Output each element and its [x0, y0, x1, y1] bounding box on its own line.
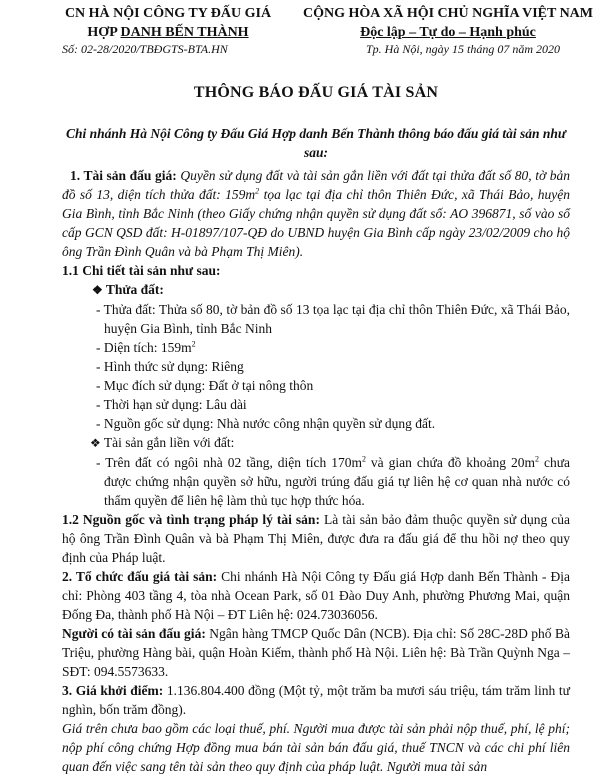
organization-name-line2: [64, 23, 272, 42]
land-heading: [62, 280, 570, 300]
section-1-2: [62, 510, 570, 567]
attached-text-a: - Trên đất có ngôi nhà 02 tầng, diện tích 170m: [96, 455, 362, 470]
attached-heading: [62, 433, 570, 453]
land-area-sup: 2: [191, 339, 196, 349]
organization-block: [64, 4, 272, 42]
attached-text-b: và gian chứa đồ khoảng 20m: [365, 455, 535, 470]
price-note: Giá trên chưa bao gồm các loại thuế, phí. Người mua được tài sản phải nộp thuế, phí, lệ phí; nộp phí công chứng Hợp đồng mua bán tài sản bán đấu giá, thuế TNCN và các chi phí liên quan đến việc sang tên tài sản theo quy định của pháp luật. Người mua tài sản: [62, 721, 570, 774]
document-title: THÔNG BÁO ĐẤU GIÁ TÀI SẢN: [193, 84, 439, 101]
land-item: - Thời hạn sử dụng: Lâu dài: [96, 397, 247, 412]
document-header: [62, 0, 593, 68]
asset-owner-text: Ngân hàng TMCP Quốc Dân (NCB). Địa chỉ: Số 28C-28D phố Bà Triệu, phường Hàng bài, quận Hoàn Kiếm, thành phố Hà Nội. Liên hệ: Bà Trần Quỳnh Nga – SĐT: 094.5573633.: [62, 626, 570, 679]
land-area-item: [62, 338, 570, 357]
section-2-label: 2. Tổ chức đấu giá tài sản:: [62, 569, 222, 584]
land-area-text: - Diện tích: 159m: [96, 340, 192, 355]
section-2-text: Chi nhánh Hà Nội Công ty Đấu giá Hợp danh Bến Thành - Địa chỉ: Phòng 403 tầng 4, tòa nhà Ocean Park, số 01 Đào Duy Anh, phường Phương Mai, quận Đống Đa, thành phố Hà Nội – ĐT Liên hệ: 024.73036056.: [62, 569, 571, 622]
issue-date: Tp. Hà Nội, ngày 15 tháng 07 năm 2020: [366, 42, 561, 56]
land-item: - Hình thức sử dụng: Riêng: [96, 359, 244, 374]
section-1-2-text: Là tài sản bảo đảm thuộc quyền sử dụng của hộ ông Trần Đình Quân và bà Phạm Thị Miên, được đưa ra đấu giá để thu hồi nợ theo quy định của Pháp luật.: [62, 512, 570, 565]
land-item: - Thửa đất: Thửa số 80, tờ bản đồ số 13 tọa lạc tại địa chỉ thôn Thiên Đức, xã Thái Bảo, huyện Gia Bình, tỉnh Bắc Ninh: [96, 302, 570, 336]
reference-number: Số: 02-28/2020/TBĐGTS-BTA.HN: [62, 42, 228, 56]
section-3-label: 3. Giá khởi điểm:: [62, 683, 167, 698]
nation-name: CỘNG HÒA XÃ HỘI CHỦ NGHĨA VIỆT NAM: [302, 6, 593, 21]
attached-item: [62, 453, 570, 510]
diamond-bullet-icon: ❖: [92, 283, 103, 297]
section-1-2-label: 1.2 Nguồn gốc và tình trạng pháp lý tài sản:: [62, 512, 324, 527]
nation-motto: Độc lập – Tự do – Hạnh phúc: [360, 25, 536, 40]
section-1-label: 1. Tài sản đấu giá:: [70, 168, 181, 183]
attached-sup-2: 2: [535, 454, 539, 464]
intro-paragraph: Chi nhánh Hà Nội Công ty Đấu Giá Hợp danh Bến Thành thông báo đấu giá tài sản như sau:: [66, 126, 566, 160]
section-1-text-a: Quyền sử dụng đất và tài sản gắn liền với đất tại thửa đất số 80, tờ bản đồ số 13, diện tích thửa đất: 159m: [62, 168, 570, 202]
asset-owner-label: Người có tài sản đấu giá:: [62, 626, 210, 641]
national-motto-block: [298, 4, 598, 42]
section-1-sup: 2: [255, 186, 260, 196]
section-1-asset: [62, 166, 570, 261]
land-item: - Mục đích sử dụng: Đất ở tại nông thôn: [96, 378, 314, 393]
attached-sup-1: 2: [361, 454, 366, 464]
land-item: - Nguồn gốc sử dụng: Nhà nước công nhận quyền sử dụng đất.: [96, 416, 436, 431]
organization-name-line1: CN HÀ NỘI CÔNG TY ĐẤU GIÁ: [64, 6, 272, 21]
attached-label: Tài sản gắn liền với đất:: [103, 435, 235, 450]
organization-name-prefix: HỢP: [87, 25, 121, 40]
organization-name-underlined: DANH BẾN THÀNH: [120, 25, 249, 40]
section-2: [62, 567, 570, 624]
section-3: [62, 681, 570, 719]
section-1-text-b: tọa lạc tại địa chỉ thôn Thiên Đức, xã Thái Bảo, huyện Gia Bình, tỉnh Bắc Ninh (theo Giấy chứng nhận quyền sử dụng đất số: AO 396871, số vào sổ cấp GCN QSD đất: H-01897/107-QĐ do UBND huyện Gia Bình cấp ngày 23/02/2009 cho hộ ông Trần Đình Quân và bà Phạm Thị Miên).: [62, 187, 570, 259]
section-3-text: 1.136.804.400 đồng (Một tỷ, một trăm ba mươi sáu triệu, tám trăm linh tư nghìn, bốn trăm đồng).: [62, 683, 570, 717]
diamond-bullet-icon: ❖: [90, 436, 101, 450]
land-label: Thửa đất:: [105, 282, 164, 297]
attached-text-c: chưa được chứng nhận quyền sở hữu, người trúng đấu giá tự liên hệ cơ quan nhà nước có thẩm quyền để liên hệ làm thủ tục hợp thức hóa.: [104, 455, 571, 508]
section-1-1-heading: 1.1 Chi tiết tài sản như sau:: [62, 263, 221, 278]
asset-owner: [62, 624, 570, 681]
